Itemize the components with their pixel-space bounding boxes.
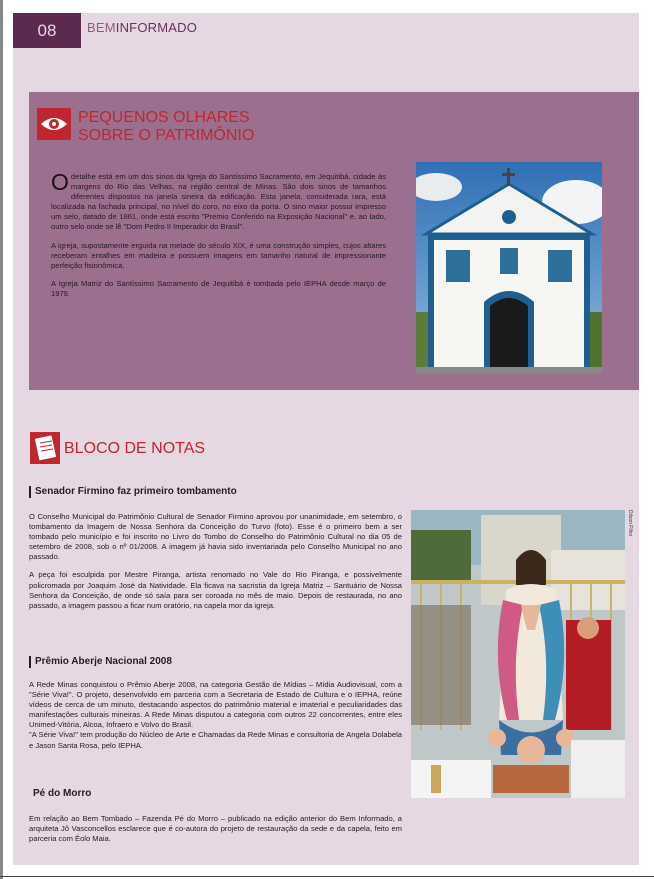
page-edge	[0, 0, 3, 879]
heritage-paragraph-1: detalhe está em um dos sinos da Igreja do Santíssimo Sacramento, em Jequitibá, cidade às margens do Rio das Velhas, na região central de Minas. São dois sinos de tamanhos diferentes dispostos na janela sineira da edificação. Esta janela, considerada rara, está localizada na fachada principal, no nível do coro, no eixo da porta. O sino maior possui impresso um selo, datado de 1861, onde está escrito "Premio Conferido na Exposição Nacional" e, ao lado, outro selo onde se lê "Dom Pedro II Imperador do Brasil".	[51, 172, 386, 232]
section-title-line2: SOBRE O PATRIMÔNIO	[78, 127, 255, 144]
note-paragraph-2b: "A Série Viva!" tem produção do Núcleo de Arte e Chamadas da Rede Minas e consultoria de Angela Dolabela e Jason Santa Rosa, pelo IEPHA.	[29, 730, 402, 750]
heritage-text	[51, 169, 386, 307]
note-text-3	[29, 814, 402, 852]
section-title-notes: BLOCO DE NOTAS	[64, 440, 206, 457]
brand-suffix: INFORMADO	[115, 20, 198, 35]
statue-photo	[411, 510, 625, 798]
heritage-paragraph-3: A Igreja Matriz do Santíssimo Sacramento de Jequitibá é tombada pelo IEPHA desde março de 1979.	[51, 278, 386, 298]
note-paragraph-1b: A peça foi esculpida por Mestre Piranga, artista renomado no Vale do Rio Piranga, e possivelmente policromada por Joaquim José da Natividade. Ela ficava na sacristia da Igreja Matriz – Santuário de Nossa Senhora da Conceição, de onde só saía para ser coroada no mês de maio. Depois de restaurada, no ano passado, a imagem passou a ficar num oratório, na capela mor da igreja.	[29, 570, 402, 610]
note-heading-2: Prêmio Aberje Nacional 2008	[29, 656, 172, 668]
page-number: 08	[13, 13, 81, 48]
heritage-paragraph-2: A igreja, supostamente erguida na metade do século XIX, é uma construção simples, cujos altares receberam entalhes em madeira e possuem imagens em tamanho natural de impressionante perfeição fisionômica.	[51, 240, 386, 270]
page-bottom-edge	[0, 876, 654, 877]
section-title-heritage	[78, 109, 254, 145]
note-text-2	[29, 680, 402, 759]
church-photo	[416, 162, 602, 373]
note-paragraph-2a: A Rede Minas conquistou o Prêmio Aberje 2008, na categoria Gestão de Mídias – Mídia Audiovisual, com a "Série Viva!". O projeto, desenvolvido em parceria com a Secretaria de Estado de Cultura e o IEPHA, reúne vídeos de cerca de um minuto, destacando aspectos do patrimônio material e imaterial e peculiaridades das manifestações culturais mineiras. A Rede Minas disputou a categoria com outros 22 concorrentes, entre eles Unimed-Vitória, Alcoa, Infraero e Volvo do Brasil.	[29, 680, 402, 730]
note-heading-1: Senador Firmino faz primeiro tombamento	[29, 486, 237, 498]
note-paragraph-3a: Em relação ao Bem Tombado – Fazenda Pé do Morro – publicado na edição anterior do Bem Informado, a arquiteta Jô Vasconcellos esclarece que é co-autora do projeto de restauração da sede e da capela, feito em parceria com Éolo Maia.	[29, 814, 402, 844]
notepad-icon	[30, 432, 60, 464]
note-text-1	[29, 512, 402, 619]
brand-prefix: BEM	[87, 20, 116, 35]
eye-icon	[37, 108, 71, 140]
brand-title	[87, 20, 197, 35]
photo-credit: Dilson Filho	[627, 510, 633, 537]
note-paragraph-1a: O Conselho Municipal do Patrimônio Cultural de Senador Firmino aprovou por unanimidade, em setembro, o tombamento da Imagem de Nossa Senhora da Conceição do Turvo (foto). Esse é o primeiro bem a ser tombado pelo município e foi inscrito no Livro do Tombo do Conselho do Patrimônio Cultural no dia 05 de setembro de 2008, sob o nº 01/2008. A imagem já havia sido inventariada pelo Conselho Municipal no ano passado.	[29, 512, 402, 562]
note-heading-3: Pé do Morro	[33, 788, 92, 799]
drop-cap: O	[51, 169, 69, 195]
section-title-line1: PEQUENOS OLHARES	[78, 109, 250, 126]
